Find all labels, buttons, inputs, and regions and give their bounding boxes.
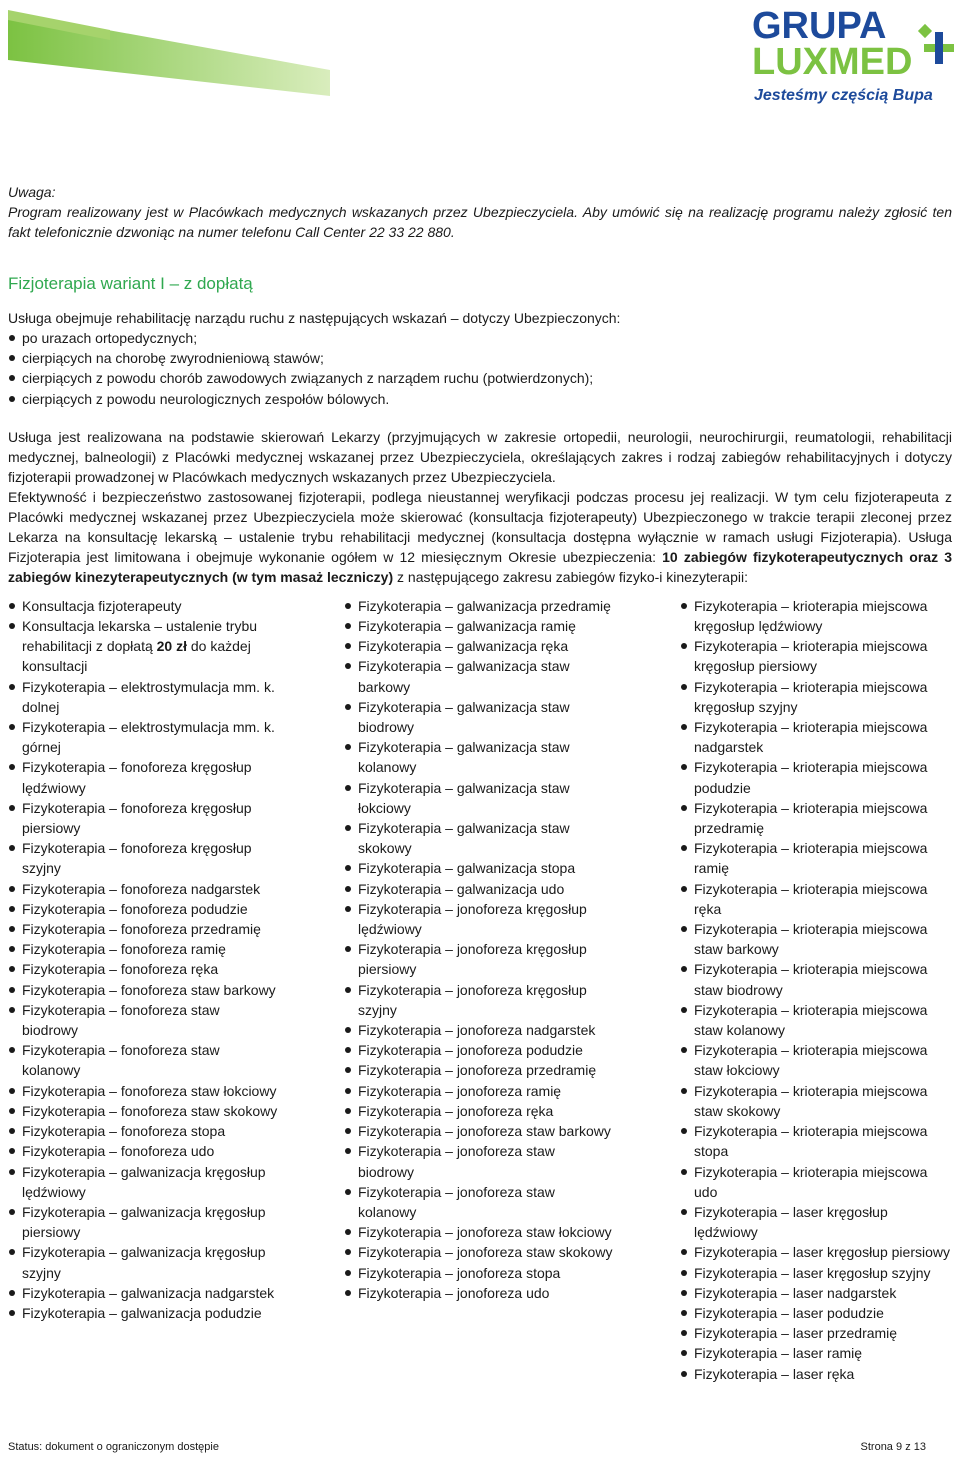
list-item: Fizykoterapia – jonoforeza nadgarstek xyxy=(344,1020,614,1040)
list-item: Fizykoterapia – krioterapia miejscowa podudzie xyxy=(680,757,952,797)
logo-line1: GRUPA xyxy=(752,5,887,47)
page-sep: z xyxy=(905,1441,911,1453)
logo-line2: LUXMED xyxy=(752,41,913,83)
procedures-column-3 xyxy=(680,596,952,1384)
paragraph-referrals: Usługa jest realizowana na podstawie skierowań Lekarzy (przyjmujących w zakresie ortopedii, neurologii, neurochirurgii, reumatologii, rehabilitacji medycznej, balneologii) z Placówki medycznej wskazanej przez Ubezpieczyciela, określających zakres i rodzaj zabiegów rehabilitacyjnych i dotyczy fizjoterapii prowadzonej w Placówkach medycznych wskazanych przez Ubezpieczyciela. xyxy=(8,428,952,485)
list-item: Fizykoterapia – krioterapia miejscowa staw skokowy xyxy=(680,1081,952,1121)
list-item: Fizykoterapia – fonoforeza staw skokowy xyxy=(8,1101,278,1121)
list-item: Fizykoterapia – jonoforeza kręgosłup piersiowy xyxy=(344,939,614,979)
list-item: Fizykoterapia – krioterapia miejscowa staw barkowy xyxy=(680,919,952,959)
list-item: Fizykoterapia – jonoforeza kręgosłup szyjny xyxy=(344,980,614,1020)
list-item: Fizykoterapia – galwanizacja kręgosłup piersiowy xyxy=(8,1202,278,1242)
list-item: Fizykoterapia – galwanizacja ramię xyxy=(344,616,614,636)
list-item: cierpiących z powodu chorób zawodowych związanych z narządem ruchu (potwierdzonych); xyxy=(8,368,952,388)
list-item: Fizykoterapia – laser nadgarstek xyxy=(680,1283,952,1303)
list-item: Fizykoterapia – jonoforeza staw kolanowy xyxy=(344,1182,614,1222)
list-item: po urazach ortopedycznych; xyxy=(8,328,952,348)
list-item: Fizykoterapia – fonoforeza ramię xyxy=(8,939,278,959)
list-item: Fizykoterapia – laser podudzie xyxy=(680,1303,952,1323)
list-item: Fizykoterapia – galwanizacja staw barkowy xyxy=(344,656,614,696)
list-item: Fizykoterapia – galwanizacja ręka xyxy=(344,636,614,656)
para2-start: Efektywność i bezpieczeństwo zastosowanej fizjoterapii, podlega nieustannej weryfikacji podczas procesu jej realizacji. W tym celu fizjoterapeuta z Placówki medycznej wskazanej przez Ubezpieczyciela może skierować (konsultacja fizjoterapeuty) Ubezpieczonego w trakcie terapii zleconej przez Lekarza na konsultację lekarską – ustalenie trybu rehabilitacji medycznej (konsultacja dostępna wyłącznie w ramach usługi Fizjoterapia). Usługa Fizjoterapia jest limitowana i obejmuje wykonanie ogółem w 12 miesięcznym Okresie ubezpieczenia: xyxy=(8,488,952,565)
list-item: Fizykoterapia – galwanizacja staw kolanowy xyxy=(344,737,614,777)
list-item: Fizykoterapia – krioterapia miejscowa staw kolanowy xyxy=(680,1000,952,1040)
list-item: Fizykoterapia – elektrostymulacja mm. k. górnej xyxy=(8,717,278,757)
list-item: Fizykoterapia – jonoforeza ramię xyxy=(344,1081,614,1101)
list-item: Fizykoterapia – jonoforeza ręka xyxy=(344,1101,614,1121)
section-title: Fizjoterapia wariant I – z dopłatą xyxy=(8,274,253,293)
list-item: Fizykoterapia – fonoforeza stopa xyxy=(8,1121,278,1141)
list-item: Fizykoterapia – fonoforeza ręka xyxy=(8,959,278,979)
list-item: Fizykoterapia – krioterapia miejscowa nadgarstek xyxy=(680,717,952,757)
list-item: Fizykoterapia – galwanizacja stopa xyxy=(344,858,614,878)
list-item: Fizykoterapia – fonoforeza przedramię xyxy=(8,919,278,939)
section-intro: Usługa obejmuje rehabilitację narządu ruchu z następujących wskazań – dotyczy Ubezpieczonych: xyxy=(8,310,621,326)
list-item: Fizykoterapia – krioterapia miejscowa kręgosłup piersiowy xyxy=(680,636,952,676)
main-content xyxy=(8,182,952,1396)
list-item: Fizykoterapia – krioterapia miejscowa staw łokciowy xyxy=(680,1040,952,1080)
list-item: Fizykoterapia – laser kręgosłup szyjny xyxy=(680,1263,952,1283)
list-item: Fizykoterapia – elektrostymulacja mm. k. dolnej xyxy=(8,677,278,717)
list-item: Fizykoterapia – laser ramię xyxy=(680,1343,952,1363)
list-item: Fizykoterapia – jonoforeza przedramię xyxy=(344,1060,614,1080)
logo-tagline: Jesteśmy częścią Bupa xyxy=(754,87,933,104)
list-item: Konsultacja lekarska – ustalenie trybu rehabilitacji z dopłatą 20 zł do każdej konsultacji xyxy=(8,616,278,677)
note-label: Uwaga: xyxy=(8,184,56,200)
list-item: Fizykoterapia – fonoforeza kręgosłup piersiowy xyxy=(8,798,278,838)
logo-cross-icon xyxy=(918,24,954,64)
list-item: Fizykoterapia – fonoforeza staw kolanowy xyxy=(8,1040,278,1080)
procedures-columns xyxy=(8,596,952,1396)
document-status: Status: dokument o ograniczonym dostępie xyxy=(8,1441,219,1453)
list-item: Fizykoterapia – jonoforeza staw barkowy xyxy=(344,1121,614,1141)
list-item: cierpiących na chorobę zwyrodnieniową stawów; xyxy=(8,348,952,368)
indications-list xyxy=(8,328,952,409)
list-item: Konsultacja fizjoterapeuty xyxy=(8,596,278,616)
list-item: Fizykoterapia – jonoforeza staw łokciowy xyxy=(344,1222,614,1242)
list-item: Fizykoterapia – galwanizacja udo xyxy=(344,879,614,899)
luxmed-logo xyxy=(748,4,958,106)
page-label: Strona xyxy=(860,1441,893,1453)
list-item: Fizykoterapia – fonoforeza kręgosłup lędźwiowy xyxy=(8,757,278,797)
list-item: Fizykoterapia – fonoforeza udo xyxy=(8,1141,278,1161)
para2-bold: 10 zabiegów fizykoterapeutycznych oraz 3 zabiegów kinezyterapeutycznych (w tym masaż leczniczy) xyxy=(8,548,952,585)
list-item: Fizykoterapia – jonoforeza stopa xyxy=(344,1263,614,1283)
list-item: Fizykoterapia – jonoforeza udo xyxy=(344,1283,614,1303)
list-item: Fizykoterapia – jonoforeza staw biodrowy xyxy=(344,1141,614,1181)
list-item: Fizykoterapia – krioterapia miejscowa kręgosłup lędźwiowy xyxy=(680,596,952,636)
para2-end: z następującego zakresu zabiegów fizyko-i kinezyterapii: xyxy=(393,568,748,585)
decorative-stripe xyxy=(0,0,330,100)
list-item: Fizykoterapia – krioterapia miejscowa przedramię xyxy=(680,798,952,838)
list-item: Fizykoterapia – krioterapia miejscowa kręgosłup szyjny xyxy=(680,677,952,717)
list-item: Fizykoterapia – fonoforeza kręgosłup szyjny xyxy=(8,838,278,878)
page-number xyxy=(861,1440,926,1454)
list-item: Fizykoterapia – krioterapia miejscowa udo xyxy=(680,1162,952,1202)
note-text: Program realizowany jest w Placówkach medycznych wskazanych przez Ubezpieczyciela. Aby umówić się na realizację programu należy zgłosić ten fakt telefonicznie dzwoniąc na numer telefonu Call Center 22 33 22 880. xyxy=(8,204,952,240)
list-item: Fizykoterapia – laser kręgosłup lędźwiowy xyxy=(680,1202,952,1242)
list-item: Fizykoterapia – krioterapia miejscowa ramię xyxy=(680,838,952,878)
list-item: Fizykoterapia – galwanizacja kręgosłup lędźwiowy xyxy=(8,1162,278,1202)
procedures-column-1 xyxy=(8,596,278,1323)
list-item: Fizykoterapia – fonoforeza nadgarstek xyxy=(8,879,278,899)
list-item: Fizykoterapia – galwanizacja staw biodrowy xyxy=(344,697,614,737)
procedures-column-2 xyxy=(344,596,614,1303)
list-item: Fizykoterapia – laser ręka xyxy=(680,1364,952,1384)
page-total: 13 xyxy=(913,1441,926,1453)
list-item: Fizykoterapia – jonoforeza staw skokowy xyxy=(344,1242,614,1262)
list-item: Fizykoterapia – fonoforeza podudzie xyxy=(8,899,278,919)
list-item: Fizykoterapia – jonoforeza kręgosłup lędźwiowy xyxy=(344,899,614,939)
list-item: Fizykoterapia – galwanizacja przedramię xyxy=(344,596,614,616)
paragraph-effectiveness xyxy=(8,487,952,587)
list-item: Fizykoterapia – galwanizacja podudzie xyxy=(8,1303,278,1323)
list-item: Fizykoterapia – galwanizacja staw łokciowy xyxy=(344,778,614,818)
list-item: Fizykoterapia – galwanizacja kręgosłup szyjny xyxy=(8,1242,278,1282)
page-current: 9 xyxy=(896,1441,903,1453)
list-item: cierpiących z powodu neurologicznych zespołów bólowych. xyxy=(8,389,952,409)
list-item: Fizykoterapia – galwanizacja staw skokowy xyxy=(344,818,614,858)
list-item: Fizykoterapia – krioterapia miejscowa stopa xyxy=(680,1121,952,1161)
list-item: Fizykoterapia – krioterapia miejscowa staw biodrowy xyxy=(680,959,952,999)
list-item: Fizykoterapia – jonoforeza podudzie xyxy=(344,1040,614,1060)
list-item: Fizykoterapia – krioterapia miejscowa ręka xyxy=(680,879,952,919)
list-item: Fizykoterapia – laser kręgosłup piersiowy xyxy=(680,1242,952,1262)
list-item: Fizykoterapia – galwanizacja nadgarstek xyxy=(8,1283,278,1303)
list-item: Fizykoterapia – fonoforeza staw biodrowy xyxy=(8,1000,278,1040)
list-item: Fizykoterapia – fonoforeza staw łokciowy xyxy=(8,1081,278,1101)
list-item: Fizykoterapia – fonoforeza staw barkowy xyxy=(8,980,278,1000)
list-item: Fizykoterapia – laser przedramię xyxy=(680,1323,952,1343)
